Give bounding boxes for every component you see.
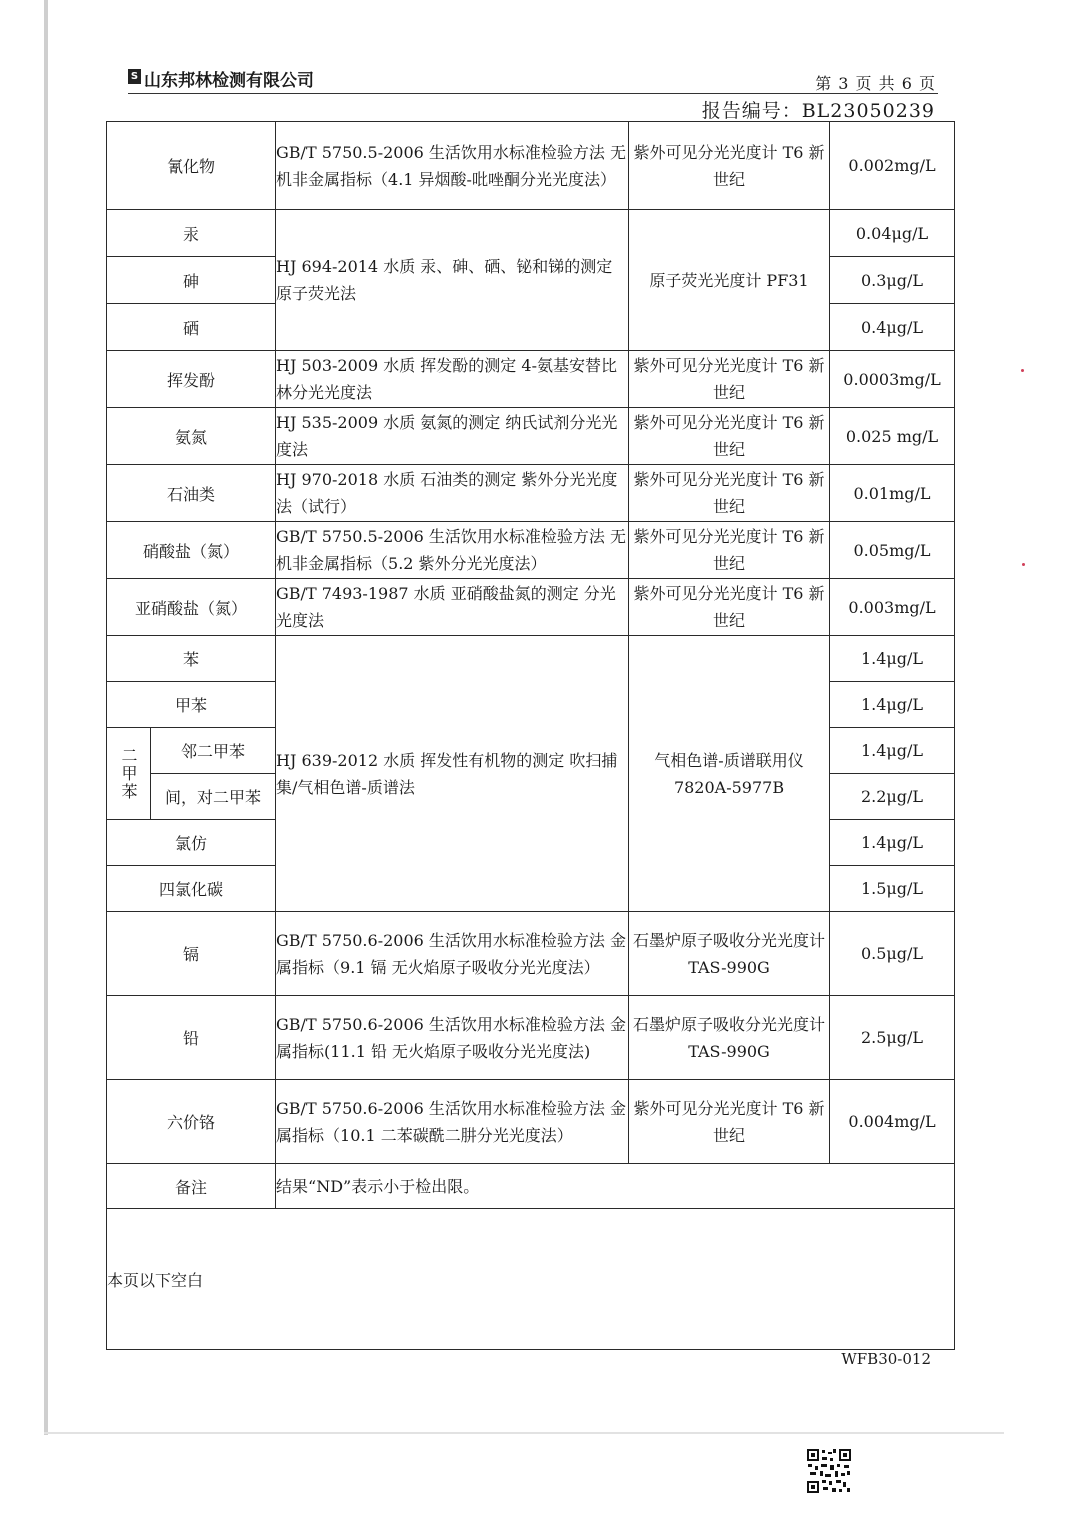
detection-limit: 0.01mg/L <box>830 465 955 522</box>
method-standard: GB/T 5750.5-2006 生活饮用水标准检验方法 无机非金属指标（5.2 紫外分光光度法） <box>276 522 629 579</box>
detection-limit: 0.002mg/L <box>830 122 955 210</box>
table-row <box>107 351 955 408</box>
detection-limit: 1.5μg/L <box>830 866 955 912</box>
detection-limit: 1.4μg/L <box>830 728 955 774</box>
item-name: 镉 <box>107 912 276 996</box>
table-row <box>107 579 955 636</box>
method-standard: GB/T 5750.6-2006 生活饮用水标准检验方法 金属指标（10.1 二苯碳酰二肼分光光度法） <box>276 1080 629 1164</box>
blank-note: 本页以下空白 <box>107 1209 955 1350</box>
scan-bottom-edge <box>44 1432 1004 1434</box>
header-rule <box>128 93 938 94</box>
item-name: 氯仿 <box>107 820 276 866</box>
table-row <box>107 408 955 465</box>
detection-method-table <box>106 121 955 1350</box>
instrument: 紫外可见分光光度计 T6 新世纪 <box>629 408 830 465</box>
detection-limit: 1.4μg/L <box>830 682 955 728</box>
remark-text: 结果“ND”表示小于检出限。 <box>276 1164 955 1209</box>
item-name: 硒 <box>107 304 276 351</box>
method-standard: HJ 639-2012 水质 挥发性有机物的测定 吹扫捕集/气相色谱-质谱法 <box>276 636 629 912</box>
blank-row <box>107 1209 955 1350</box>
qr-code-icon <box>806 1448 852 1494</box>
remark-label: 备注 <box>107 1164 276 1209</box>
item-name: 间，对二甲苯 <box>151 774 276 820</box>
remark-row <box>107 1164 955 1209</box>
detection-limit: 0.5μg/L <box>830 912 955 996</box>
item-name: 苯 <box>107 636 276 682</box>
table-row <box>107 996 955 1080</box>
detection-limit: 0.025 mg/L <box>830 408 955 465</box>
table-row <box>107 1080 955 1164</box>
item-name: 氰化物 <box>107 122 276 210</box>
scan-edge <box>44 0 48 1435</box>
detection-limit: 0.003mg/L <box>830 579 955 636</box>
form-code: WFB30-012 <box>841 1350 931 1368</box>
method-standard: HJ 970-2018 水质 石油类的测定 紫外分光光度法（试行） <box>276 465 629 522</box>
item-name: 四氯化碳 <box>107 866 276 912</box>
item-name: 亚硝酸盐（氮） <box>107 579 276 636</box>
table-row <box>107 122 955 210</box>
detection-limit: 0.04μg/L <box>830 210 955 257</box>
detection-limit: 2.5μg/L <box>830 996 955 1080</box>
instrument: 紫外可见分光光度计 T6 新世纪 <box>629 465 830 522</box>
method-standard: GB/T 5750.5-2006 生活饮用水标准检验方法 无机非金属指标（4.1 异烟酸-吡唑酮分光光度法） <box>276 122 629 210</box>
table-row <box>107 912 955 996</box>
instrument: 原子荧光光度计 PF31 <box>629 210 830 351</box>
instrument: 气相色谱-质谱联用仪 7820A-5977B <box>629 636 830 912</box>
page-header <box>128 66 938 92</box>
detection-limit: 0.3μg/L <box>830 257 955 304</box>
detection-limit: 0.05mg/L <box>830 522 955 579</box>
instrument: 紫外可见分光光度计 T6 新世纪 <box>629 1080 830 1164</box>
instrument: 紫外可见分光光度计 T6 新世纪 <box>629 579 830 636</box>
xylene-group-label: 二甲苯 <box>107 728 151 820</box>
method-standard: GB/T 5750.6-2006 生活饮用水标准检验方法 金属指标(11.1 铅 无火焰原子吸收分光光度法) <box>276 996 629 1080</box>
detection-limit: 0.004mg/L <box>830 1080 955 1164</box>
method-standard: HJ 694-2014 水质 汞、砷、硒、铋和锑的测定 原子荧光法 <box>276 210 629 351</box>
item-name: 汞 <box>107 210 276 257</box>
method-standard: HJ 535-2009 水质 氨氮的测定 纳氏试剂分光光度法 <box>276 408 629 465</box>
item-name: 挥发酚 <box>107 351 276 408</box>
instrument: 石墨炉原子吸收分光光度计 TAS-990G <box>629 912 830 996</box>
scan-mark <box>1021 369 1024 372</box>
instrument: 石墨炉原子吸收分光光度计 TAS-990G <box>629 996 830 1080</box>
item-name: 石油类 <box>107 465 276 522</box>
item-name: 砷 <box>107 257 276 304</box>
item-name: 铅 <box>107 996 276 1080</box>
method-standard: GB/T 5750.6-2006 生活饮用水标准检验方法 金属指标（9.1 镉 无火焰原子吸收分光光度法） <box>276 912 629 996</box>
item-name: 甲苯 <box>107 682 276 728</box>
method-standard: HJ 503-2009 水质 挥发酚的测定 4-氨基安替比林分光光度法 <box>276 351 629 408</box>
detection-limit: 2.2μg/L <box>830 774 955 820</box>
table-row <box>107 210 955 257</box>
table-row <box>107 465 955 522</box>
report-number: 报告编号：BL23050239 <box>701 100 935 122</box>
table-row <box>107 636 955 682</box>
item-name: 硝酸盐（氮） <box>107 522 276 579</box>
detection-limit: 1.4μg/L <box>830 820 955 866</box>
table-row <box>107 522 955 579</box>
instrument: 紫外可见分光光度计 T6 新世纪 <box>629 522 830 579</box>
item-name: 邻二甲苯 <box>151 728 276 774</box>
company-logo: S <box>128 69 141 84</box>
method-standard: GB/T 7493-1987 水质 亚硝酸盐氮的测定 分光光度法 <box>276 579 629 636</box>
item-name: 六价铬 <box>107 1080 276 1164</box>
item-name: 氨氮 <box>107 408 276 465</box>
page-number: 第 3 页 共 6 页 <box>815 74 936 93</box>
detection-limit: 1.4μg/L <box>830 636 955 682</box>
detection-limit: 0.4μg/L <box>830 304 955 351</box>
scan-mark <box>1022 563 1025 566</box>
company-name: 山东邦林检测有限公司 <box>144 71 314 91</box>
instrument: 紫外可见分光光度计 T6 新世纪 <box>629 122 830 210</box>
instrument: 紫外可见分光光度计 T6 新世纪 <box>629 351 830 408</box>
detection-limit: 0.0003mg/L <box>830 351 955 408</box>
